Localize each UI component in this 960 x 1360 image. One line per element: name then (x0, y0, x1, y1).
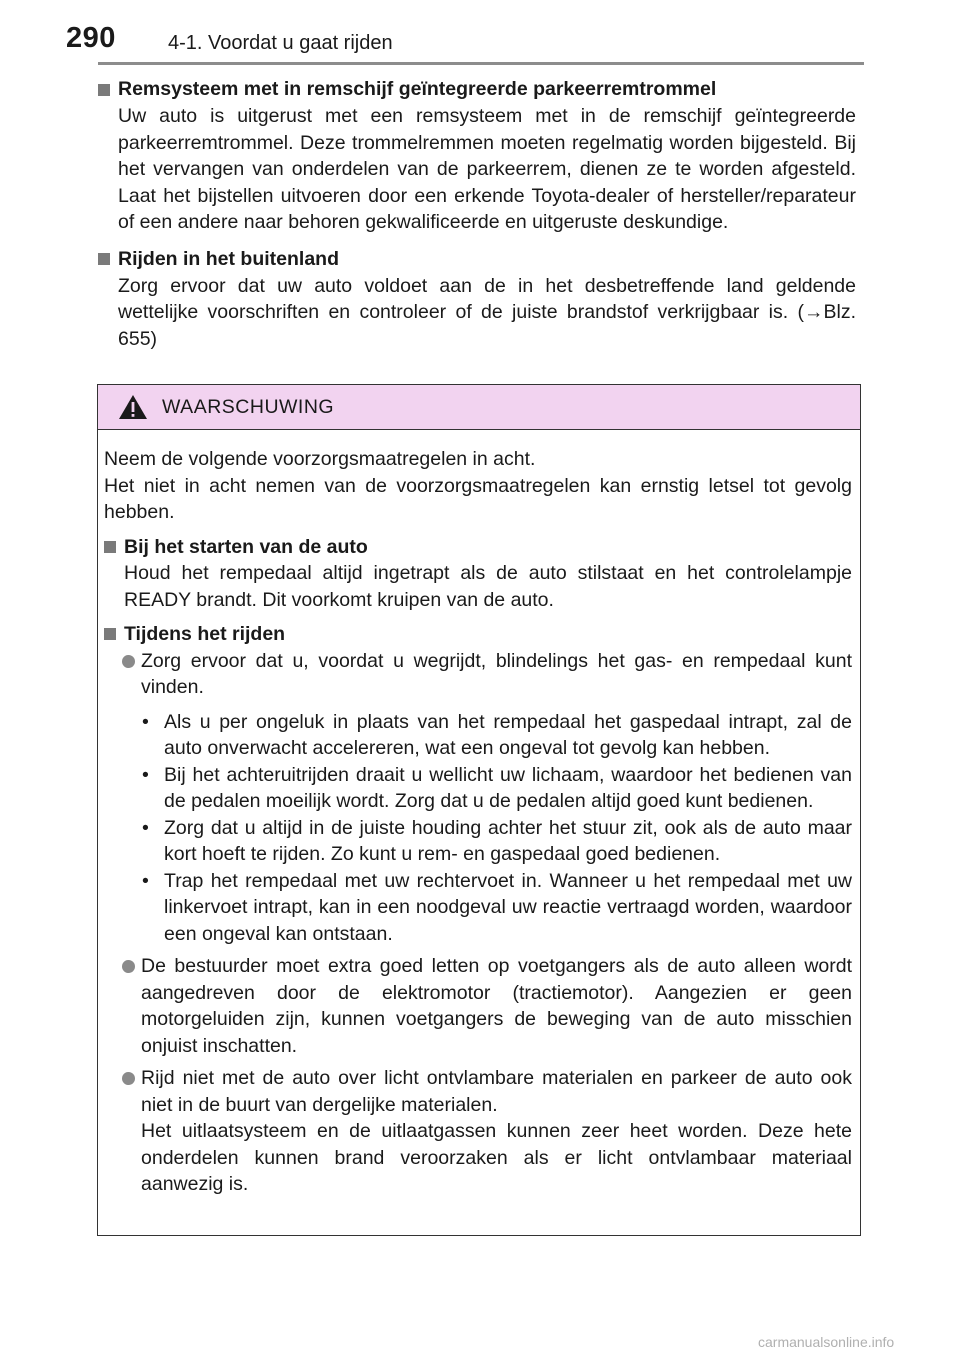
dot-icon (122, 960, 135, 973)
section-body: Zorg ervoor dat uw auto voldoet aan de in het desbetreffende land geldende wettelijke voorschriften en controleer of de juiste brandstof verkrijgbaar is. (→Blz. 655) (118, 274, 856, 350)
square-icon (98, 84, 110, 96)
section-brake-system (98, 76, 856, 236)
warning-section-heading: Tijdens het rijden (124, 623, 286, 645)
list-item: Zorg ervoor dat u, voordat u wegrijdt, blindelings het gas- en rempedaal kunt vinden. (104, 648, 852, 707)
list-item: Rijd niet met de auto over licht ontvlambare materialen en parkeer de auto ook niet in de buurt van dergelijke materialen. Het uitlaatsysteem en de uitlaatgassen kunnen zeer heet worden. Deze hete onderdelen kunnen brand veroorzaken als er licht ontvlambaar materiaal aanwezig is. (104, 1065, 852, 1198)
chapter-title: 4-1. Voordat u gaat rijden (168, 32, 393, 54)
warning-body (98, 430, 860, 1198)
warning-section-heading: Bij het starten van de auto (124, 535, 368, 558)
dot-icon (122, 1072, 135, 1085)
warning-box (97, 384, 861, 1236)
section-body: Uw auto is uitgerust met een remsysteem met in de remschijf geïntegreerde parkeerremtrommel. Deze trommelremmen moeten regelmatig worden bijgesteld. Bij het vervangen van onderdelen van de parkeerrem, dienen ze te worden afgesteld. Laat het bijstellen uitvoeren door een erkende Toyota-dealer of hersteller/reparateur of een andere naar behoren gekwalificeerde en uitgeruste deskundige. (118, 105, 856, 233)
page-number: 290 (66, 22, 116, 54)
warning-title: WAARSCHUWING (162, 395, 335, 418)
warning-triangle-icon (118, 394, 148, 420)
warning-intro: Neem de volgende voorzorgsmaatregelen in acht. Het niet in acht nemen van de voorzorgsmaatregelen kan ernstig letsel tot gevolg hebben. (104, 448, 852, 523)
warning-section-starting (104, 534, 852, 614)
square-icon (104, 628, 116, 640)
square-icon (98, 253, 110, 265)
header-divider (98, 62, 864, 65)
square-icon (104, 541, 116, 553)
main-content (98, 76, 856, 362)
warning-section-body: Houd het rempedaal altijd ingetrapt als de auto stilstaat en het controlelampje READY brandt. Dit voorkomt kruipen van de auto. (124, 562, 852, 611)
bullet-item: • Zorg dat u altijd in de juiste houding achter het stuur zit, ook als de auto maar kort hoeft te rijden. Zo kunt u rem- en gaspedaal goed bedienen. (142, 816, 852, 865)
bullet-item: • Als u per ongeluk in plaats van het rempedaal het gaspedaal intrapt, zal de auto onverwacht accelereren, wat een ongeval tot gevolg kan hebben. (142, 710, 852, 759)
page-header (0, 0, 960, 64)
bullet-item: • Bij het achteruitrijden draait u wellicht uw lichaam, waardoor het bedienen van de pedalen moeilijk wordt. Zorg dat u de pedalen altijd goed kunt bedienen. (142, 763, 852, 812)
dot-icon (122, 655, 135, 668)
bullet-item: • Trap het rempedaal met uw rechtervoet in. Wanneer u het rempedaal met uw linkervoet intrapt, kan in een noodgeval uw reactie vertraagd worden, waardoor een ongeval kan ontstaan. (142, 869, 852, 945)
warning-header (98, 385, 860, 430)
warning-section-driving (104, 621, 852, 1198)
section-driving-abroad (98, 246, 856, 353)
list-item: De bestuurder moet extra goed letten op voetgangers als de auto alleen wordt aangedreven door de elektromotor (tractiemotor). Aangezien er geen motorgeluiden zijn, kunnen voetgangers de beweging van de auto misschien onjuist inschatten. (104, 953, 852, 1059)
section-heading: Remsysteem met in remschijf geïntegreerde parkeerremtrommel (118, 78, 717, 100)
watermark: carmanualsonline.info (758, 1334, 895, 1350)
section-heading: Rijden in het buitenland (118, 247, 339, 270)
